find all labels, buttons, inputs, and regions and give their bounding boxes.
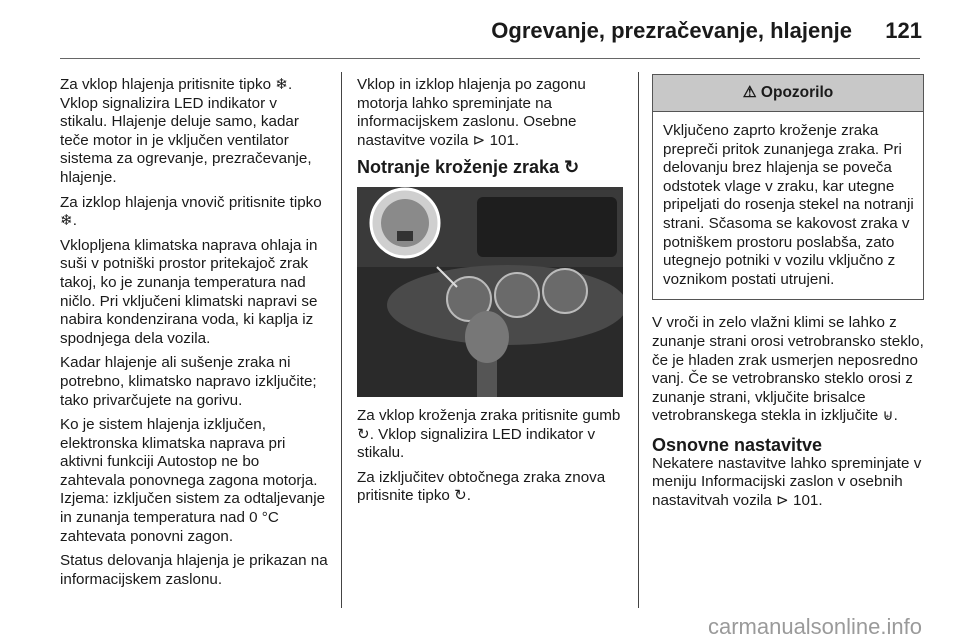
watermark: carmanualsonline.info	[707, 614, 922, 639]
column-divider-1	[341, 72, 342, 608]
paragraph: Vklopljena klimatska naprava ohlaja in suši v potniški prostor pritekajoč zrak takoj, ko je zunanja temperatura nad ničlo. Pri vključeni klimatski napravi se nabira kondenzirana voda, ki kaplja iz spodnjega dela vozila.	[60, 236, 318, 347]
paragraph: Za izključitev obtočnega zraka znova pritisnite tipko ↻.	[357, 468, 606, 505]
header-divider	[60, 58, 920, 59]
section-heading: Osnovne nastavitve	[652, 434, 823, 455]
page-number: 121	[885, 18, 922, 43]
paragraph: Status delovanja hlajenja je prikazan na informacijskem zaslonu.	[60, 552, 328, 588]
column-1	[60, 76, 328, 595]
paragraph: Za izklop hlajenja vnovič pritisnite tipko ❄.	[60, 193, 322, 230]
paragraph: Kadar hlajenje ali sušenje zraka ni potrebno, klimatsko napravo izključite; tako privarčujete na gorivu.	[60, 354, 317, 409]
paragraph: Ko je sistem hlajenja izključen, elektronska klimatska naprava pri aktivni funkciji Autostop ne bo zahtevala ponovnega zagona motorja. Izjema: izključen sistem za odtaljevanje in zunanja temperatura nad 0 °C zahtevata ponovni zagon.	[60, 416, 326, 545]
warning-box	[652, 74, 924, 300]
paragraph: Za vklop kroženja zraka pritisnite gumb ↻. Vklop signalizira LED indikator v stikalu.	[357, 406, 621, 462]
section-title: Ogrevanje, prezračevanje, hlajenje	[491, 18, 852, 43]
column-3	[652, 76, 924, 516]
paragraph: V vroči in zelo vlažni klimi se lahko z zunanje strani orosi vetrobransko steklo, če je hladen zrak usmerjen neposredno vanj. Če se vetrobransko steklo orosi z zunanje strani, vključite brisalce vetrobranskega stekla in izključite ⊌.	[652, 314, 924, 425]
recirculation-icon: ↻	[564, 157, 580, 178]
heading-text: Notranje kroženje zraka	[357, 157, 560, 178]
warning-text: Vključeno zaprto kroženje zraka prepreči pritok zunanjega zraka. Pri delovanju brez hlajenja se poveča odstotek vlage v zraku, kar utegne pripeljati do rosenja stekel na notranji strani. Sčasoma se kakovost zraka v potniškem prostoru poslabša, zato utegnejo potniki v vozilu vključno z voznikom postati utrujeni.	[663, 122, 914, 288]
paragraph: Vklop in izklop hlajenja po zagonu motorja lahko spreminjate na informacijskem zaslonu. Osebne nastavitve vozila ⊳ 101.	[357, 76, 586, 149]
column-divider-2	[638, 72, 639, 608]
warning-title: ⚠ Opozorilo	[653, 75, 923, 112]
paragraph: Nekatere nastavitve lahko spreminjate v meniju Informacijski zaslon v osebnih nastavitvah vozila ⊳ 101.	[652, 454, 922, 509]
climate-control-photo	[357, 187, 623, 397]
section-heading	[357, 158, 625, 177]
page-header	[0, 0, 960, 58]
paragraph: Za vklop hlajenja pritisnite tipko ❄. Vklop signalizira LED indikator v stikalu. Hlajenje deluje samo, kadar teče motor in je vključen ventilator sistema za ogrevanje, prezračevanje, hlajenje.	[60, 76, 312, 186]
column-2	[357, 76, 625, 512]
